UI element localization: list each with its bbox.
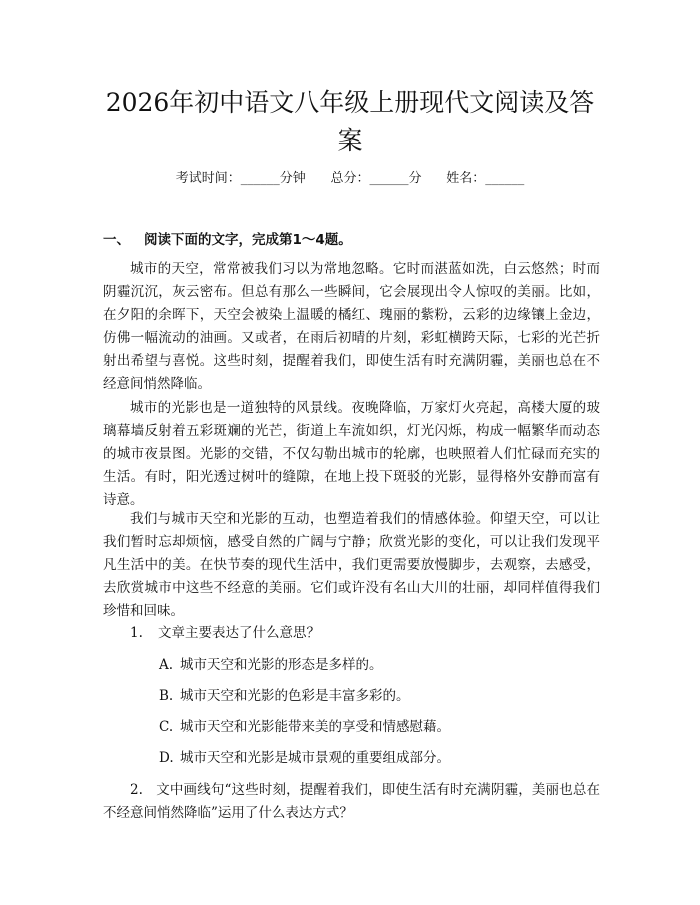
question-2-number: 2. — [130, 782, 143, 798]
question-1-option-d — [159, 748, 600, 768]
section-instruction: 阅读下面的文字，完成第1～4题。 — [144, 232, 352, 248]
option-letter: C. — [159, 719, 174, 735]
option-letter: A. — [159, 657, 174, 673]
option-letter: B. — [159, 688, 174, 704]
question-2 — [103, 779, 600, 825]
section-heading — [103, 230, 352, 250]
question-1-option-a — [159, 655, 600, 675]
option-text: 城市天空和光影的形态是多样的。 — [180, 657, 383, 673]
passage-paragraph-1: 城市的天空，常常被我们习以为常地忽略。它时而湛蓝如洗，白云悠然；时而阴霾沉沉，灰云密布。但总有那么一些瞬间，它会展现出令人惊叹的美丽。比如，在夕阳的余晖下，天空会被染上温暖的橘红、瑰丽的紫粉，云彩的边缘镶上金边，仿佛一幅流动的油画。又或者，在雨后初晴的片刻，彩虹横跨天际，七彩的光芒折射出希望与喜悦。这些时刻，提醒着我们，即使生活有时充满阴霾，美丽也总在不经意间悄然降临。 — [103, 261, 600, 392]
option-letter: D. — [159, 750, 174, 766]
question-1-number: 1. — [130, 625, 143, 641]
passage-paragraph-3: 我们与城市天空和光影的互动，也塑造着我们的情感体验。仰望天空，可以让我们暂时忘却烦恼，感受自然的广阔与宁静；欣赏光影的变化，可以让我们发现平凡生活中的美。在快节奏的现代生活中，我们更需要放慢脚步，去观察，去感受，去欣赏城市中这些不经意的美丽。它们或许没有名山大川的壮丽，却同样值得我们珍惜和回味。 — [103, 511, 600, 619]
option-text: 城市天空和光影能带来美的享受和情感慰藉。 — [180, 719, 450, 735]
question-1-option-c — [159, 717, 600, 737]
option-text: 城市天空和光影是城市景观的重要组成部分。 — [180, 750, 450, 766]
document-title: 2026年初中语文八年级上册现代文阅读及答案 — [105, 88, 595, 155]
passage-paragraph-2: 城市的光影也是一道独特的风景线。夜晚降临，万家灯火亮起，高楼大厦的玻璃幕墙反射着五彩斑斓的光芒，街道上车流如织，灯光闪烁，构成一幅繁华而动态的城市夜景图。光影的交错，不仅勾勒出城市的轮廓，也映照着人们忙碌而充实的生活。有时，阳光透过树叶的缝隙，在地上投下斑驳的光影，显得格外安静而富有诗意。 — [103, 400, 600, 508]
question-1 — [103, 622, 600, 645]
option-text: 城市天空和光影的色彩是丰富多彩的。 — [180, 688, 410, 704]
question-1-option-b — [159, 686, 600, 706]
section-number: 一、 — [103, 232, 130, 248]
question-1-text: 文章主要表达了什么意思？ — [158, 625, 320, 641]
question-2-text: 文中画线句“这些时刻，提醒着我们，即使生活有时充满阴霾，美丽也总在不经意间悄然降临”运用了什么表达方式？ — [103, 782, 601, 821]
exam-info-line: 考试时间：______分钟 总分：______分 姓名：______ — [175, 171, 525, 186]
